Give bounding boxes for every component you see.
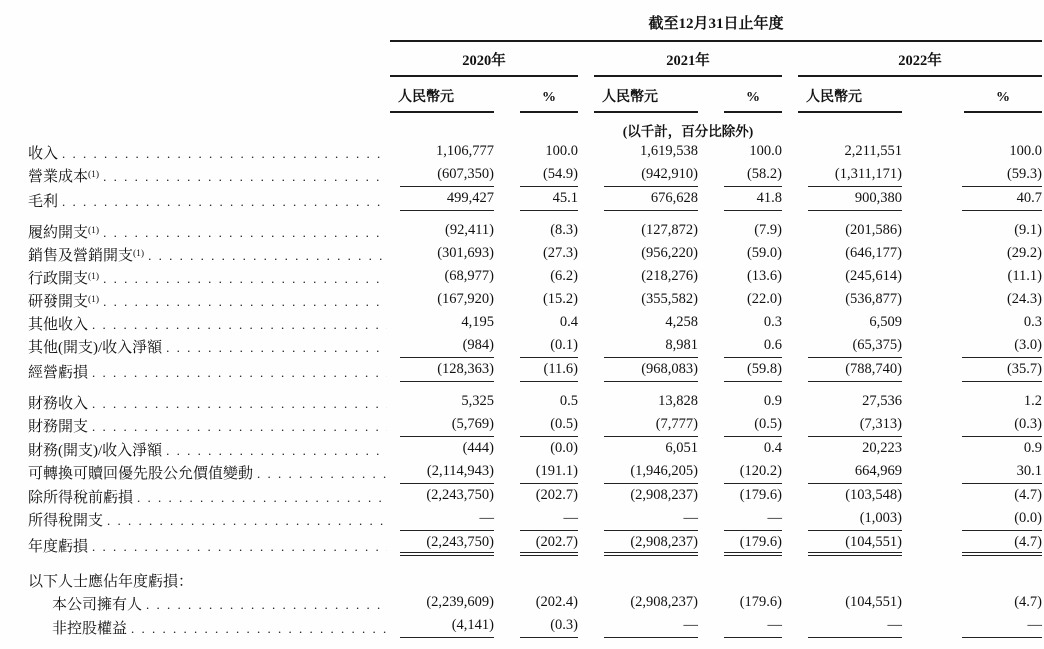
pct-2020: (191.1) xyxy=(535,463,578,479)
value-2020: (984) xyxy=(462,337,494,353)
value-2020: (2,243,750) xyxy=(400,483,494,507)
pct-2021: — xyxy=(767,510,782,526)
pct-2021: (22.0) xyxy=(746,291,782,307)
value-2021: (942,910) xyxy=(641,166,698,182)
table-row-cost-of-sales: 營業成本 $^{(1)}$ . . . (607,350) (54.9) (942,910) (58.2) (1,311,171) (59.3) xyxy=(28,163,1042,186)
pct-2022: 1.2 xyxy=(1023,393,1043,409)
value-2022: 27,536 xyxy=(862,393,902,409)
value-2022: 664,969 xyxy=(854,463,902,479)
value-2021: 8,981 xyxy=(665,337,698,353)
row-label: 除所得稅前虧損 xyxy=(28,490,134,506)
pct-2021: (58.2) xyxy=(746,166,782,182)
year-header-2022: 2022年 xyxy=(798,49,1042,77)
dot-leaders xyxy=(103,169,387,185)
pct-2022: (3.0) xyxy=(1014,337,1043,353)
value-2021: 4,258 xyxy=(665,314,698,330)
row-label: 年度虧損 xyxy=(28,539,89,555)
pct-2020: (202.4) xyxy=(535,594,578,610)
value-2020: (444) xyxy=(400,436,494,460)
pct-2022: (0.3) xyxy=(1014,416,1043,432)
dot-leaders xyxy=(62,146,387,162)
value-2021: 6,051 xyxy=(604,436,698,460)
pct-2022: (11.1) xyxy=(1007,268,1043,284)
table-row-administrative-expenses: 行政開支 $^{(1)}$ . . . (68,977) (6.2) (218,276) (13.6) (245,614) (11.1) xyxy=(28,265,1042,288)
row-label: 銷售及營銷開支 xyxy=(28,248,134,264)
dot-leaders xyxy=(148,248,387,264)
pct-2022: (29.2) xyxy=(1006,245,1043,261)
pct-2020: (27.3) xyxy=(542,245,578,261)
value-2021: (968,083) xyxy=(604,357,698,382)
table-row-rd-expenses: 研發開支 $^{(1)}$ . . . (167,920) (15.2) (355,582) (22.0) (536,877) (24.3) xyxy=(28,288,1042,311)
value-2022: 20,223 xyxy=(808,436,902,460)
table-row-other-income xyxy=(28,311,1042,334)
row-label: 本公司擁有人 xyxy=(52,597,143,613)
units-note: (以千計，百分比除外) xyxy=(622,124,754,139)
pct-2020: (0.0) xyxy=(520,436,578,460)
table-row-loss-before-income-tax xyxy=(28,483,1042,507)
value-2021: (127,872) xyxy=(641,222,698,238)
table-row-other-expenses-income-net xyxy=(28,334,1042,357)
pct-2022: (59.3) xyxy=(1006,166,1043,182)
table-row-finance-income xyxy=(28,382,1042,413)
row-label: 營業成本 xyxy=(28,169,89,185)
pct-2020: (202.7) xyxy=(520,530,578,556)
row-label: 可轉換可贖回優先股公允價值變動 xyxy=(28,466,254,482)
value-2021: (956,220) xyxy=(641,245,698,261)
pct-2022: 100.0 xyxy=(1009,143,1043,159)
pct-2020: 0.5 xyxy=(559,393,578,409)
value-2022: (1,003) xyxy=(859,510,902,526)
value-2020: (2,239,609) xyxy=(426,594,494,610)
table-row-attributable-header xyxy=(28,556,1042,591)
value-2021: (2,908,237) xyxy=(604,483,698,507)
year-header-2021: 2021年 xyxy=(594,49,782,77)
pct-2022: 40.7 xyxy=(962,186,1042,211)
row-label: 其他收入 xyxy=(28,317,89,333)
pct-2021: 41.8 xyxy=(724,186,782,211)
value-2020: (167,920) xyxy=(437,291,494,307)
income-statement-table xyxy=(28,12,1042,638)
pct-2022: (35.7) xyxy=(962,357,1042,382)
period-title-row xyxy=(28,12,1042,41)
value-2020: 5,325 xyxy=(461,393,494,409)
currency-header: 人民幣元 xyxy=(798,86,902,113)
row-label: 收入 xyxy=(28,146,59,162)
pct-2020: (0.3) xyxy=(520,614,578,638)
table-row-preferred-shares-fair-value-change xyxy=(28,460,1042,483)
pct-2022: (24.3) xyxy=(1006,291,1043,307)
percent-header: % xyxy=(724,90,782,113)
pct-2022: — xyxy=(962,614,1042,638)
row-label: 財務(開支)/收入淨額 xyxy=(28,443,163,459)
pct-2022: 0.9 xyxy=(962,436,1042,460)
pct-2022: (0.0) xyxy=(1014,510,1043,526)
pct-2021: 0.4 xyxy=(724,436,782,460)
table-row-operating-loss xyxy=(28,357,1042,382)
dot-leaders xyxy=(92,419,387,435)
pct-2021: — xyxy=(724,614,782,638)
pct-2020: (6.2) xyxy=(550,268,578,284)
pct-2021: 100.0 xyxy=(749,143,782,159)
value-2020: (128,363) xyxy=(400,357,494,382)
value-2020: (2,243,750) xyxy=(400,530,494,556)
pct-2020: (11.6) xyxy=(520,357,578,382)
value-2020: (2,114,943) xyxy=(426,463,494,479)
value-2020: (4,141) xyxy=(400,614,494,638)
value-2021: — xyxy=(604,614,698,638)
value-2022: — xyxy=(808,614,902,638)
value-2022: 6,509 xyxy=(869,314,902,330)
year-header-row xyxy=(28,41,1042,77)
table-row-income-tax-expense xyxy=(28,507,1042,530)
currency-header: 人民幣元 xyxy=(594,86,698,113)
row-label: 所得稅開支 xyxy=(28,513,104,529)
pct-2020: (202.7) xyxy=(520,483,578,507)
value-2021: 676,628 xyxy=(604,186,698,211)
units-note-row xyxy=(28,113,1042,140)
value-2020: 1,106,777 xyxy=(436,143,494,159)
value-2022: (788,740) xyxy=(808,357,902,382)
pct-2020: 0.4 xyxy=(559,314,578,330)
value-2020: (301,693) xyxy=(437,245,494,261)
value-2022: (245,614) xyxy=(845,268,902,284)
value-2020: — xyxy=(479,510,494,526)
pct-2020: 45.1 xyxy=(520,186,578,211)
value-2022: (104,551) xyxy=(845,594,902,610)
value-2021: — xyxy=(683,510,698,526)
value-2022: (201,586) xyxy=(845,222,902,238)
dot-leaders xyxy=(131,621,387,637)
dot-leaders xyxy=(92,396,387,412)
dot-leaders xyxy=(103,271,387,287)
row-label: 研發開支 xyxy=(28,294,89,310)
value-2021: (1,946,205) xyxy=(630,463,698,479)
period-title: 截至12月31日止年度 xyxy=(390,12,1042,41)
pct-2021: (59.8) xyxy=(724,357,782,382)
dot-leaders xyxy=(166,340,387,356)
value-2022: 2,211,551 xyxy=(844,143,902,159)
table-row-selling-marketing-expenses: 銷售及營銷開支 $^{(1)}$ . . . (301,693) (27.3) (956,220) (59.0) (646,177) (29.2) xyxy=(28,242,1042,265)
dot-leaders xyxy=(92,365,387,381)
value-2020: 499,427 xyxy=(400,186,494,211)
pct-2020: (0.1) xyxy=(550,337,578,353)
row-label: 財務收入 xyxy=(28,396,89,412)
pct-2021: (59.0) xyxy=(746,245,782,261)
value-2021: 13,828 xyxy=(658,393,698,409)
pct-2022: (4.7) xyxy=(962,530,1042,556)
table-row-owners-of-company xyxy=(28,591,1042,614)
row-label: 財務開支 xyxy=(28,419,89,435)
pct-2022: (9.1) xyxy=(1014,222,1043,238)
value-2021: (218,276) xyxy=(641,268,698,284)
column-header-row xyxy=(28,77,1042,113)
row-label: 其他(開支)/收入淨額 xyxy=(28,340,163,356)
dot-leaders xyxy=(92,317,387,333)
pct-2020: — xyxy=(563,510,578,526)
dot-leaders xyxy=(257,466,387,482)
value-2022: (536,877) xyxy=(845,291,902,307)
value-2020: (607,350) xyxy=(437,166,494,182)
pct-2021: (179.6) xyxy=(739,594,782,610)
table-row-gross-profit xyxy=(28,186,1042,211)
value-2020: 4,195 xyxy=(461,314,494,330)
value-2022: (646,177) xyxy=(845,245,902,261)
value-2020: (5,769) xyxy=(451,416,494,432)
value-2022: (104,551) xyxy=(808,530,902,556)
row-label: 非控股權益 xyxy=(52,621,128,637)
row-label: 以下人士應佔年度虧損： xyxy=(28,574,194,590)
currency-header: 人民幣元 xyxy=(390,86,494,113)
dot-leaders xyxy=(103,225,387,241)
value-2021: (7,777) xyxy=(655,416,698,432)
table-row-finance-net xyxy=(28,436,1042,460)
value-2022: (103,548) xyxy=(808,483,902,507)
pct-2020: (8.3) xyxy=(550,222,578,238)
pct-2022: 0.3 xyxy=(1023,314,1043,330)
table-row-fulfilment-expenses: 履約開支 $^{(1)}$ . . . (92,411) (8.3) (127,872) (7.9) (201,586) (9.1) xyxy=(28,211,1042,242)
dot-leaders xyxy=(146,597,387,613)
dot-leaders xyxy=(62,194,387,210)
table-row-non-controlling-interests xyxy=(28,614,1042,638)
pct-2020: (0.5) xyxy=(550,416,578,432)
dot-leaders xyxy=(103,294,387,310)
dot-leaders xyxy=(107,513,387,529)
dot-leaders xyxy=(137,490,387,506)
value-2021: (2,908,237) xyxy=(630,594,698,610)
pct-2022: (4.7) xyxy=(962,483,1042,507)
row-label: 經營虧損 xyxy=(28,365,89,381)
pct-2020: (54.9) xyxy=(542,166,578,182)
value-2020: (92,411) xyxy=(445,222,494,238)
row-label: 行政開支 xyxy=(28,271,89,287)
dot-leaders xyxy=(166,443,387,459)
row-label: 履約開支 xyxy=(28,225,89,241)
value-2022: (1,311,171) xyxy=(834,166,902,182)
value-2021: (355,582) xyxy=(641,291,698,307)
pct-2021: (179.6) xyxy=(724,530,782,556)
pct-2020: 100.0 xyxy=(545,143,578,159)
table-row-loss-for-the-year xyxy=(28,530,1042,556)
value-2021: (2,908,237) xyxy=(604,530,698,556)
pct-2021: (120.2) xyxy=(739,463,782,479)
pct-2021: (0.5) xyxy=(754,416,782,432)
pct-2021: 0.3 xyxy=(763,314,782,330)
pct-2021: (179.6) xyxy=(724,483,782,507)
pct-2021: (7.9) xyxy=(754,222,782,238)
pct-2021: 0.9 xyxy=(763,393,782,409)
pct-2021: 0.6 xyxy=(763,337,782,353)
dot-leaders xyxy=(92,539,387,555)
pct-2020: (15.2) xyxy=(542,291,578,307)
table-row-finance-expenses xyxy=(28,413,1042,436)
pct-2022: 30.1 xyxy=(1016,463,1043,479)
value-2021: 1,619,538 xyxy=(640,143,698,159)
percent-header: % xyxy=(520,90,578,113)
value-2020: (68,977) xyxy=(444,268,494,284)
value-2022: 900,380 xyxy=(808,186,902,211)
pct-2022: (4.7) xyxy=(1014,594,1043,610)
pct-2021: (13.6) xyxy=(746,268,782,284)
percent-header: % xyxy=(964,90,1042,113)
value-2022: (65,375) xyxy=(852,337,902,353)
table-row-revenue xyxy=(28,140,1042,163)
value-2022: (7,313) xyxy=(859,416,902,432)
row-label: 毛利 xyxy=(28,194,59,210)
year-header-2020: 2020年 xyxy=(390,49,578,77)
